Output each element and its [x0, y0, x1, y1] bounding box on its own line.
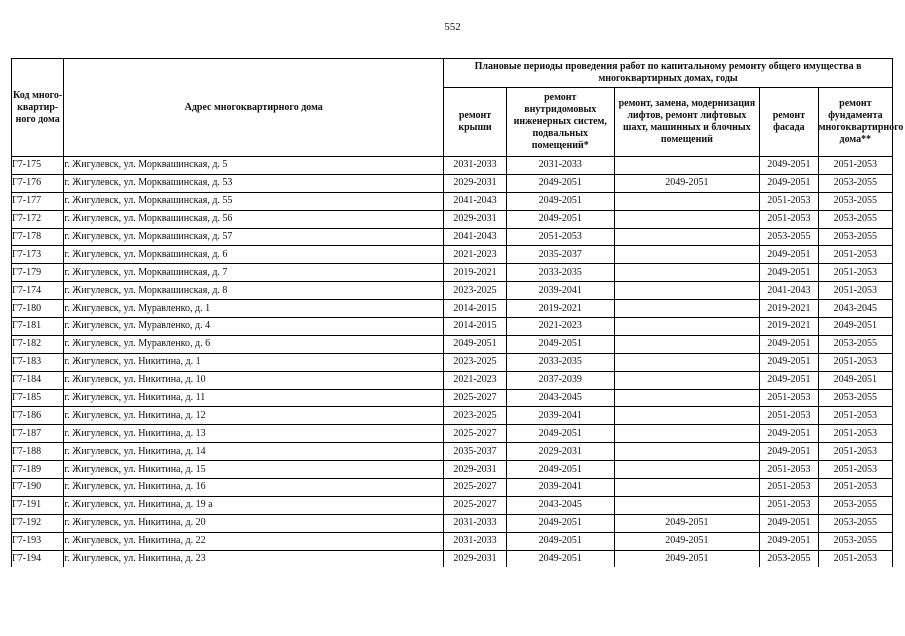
table-row: [12, 479, 893, 497]
cell-facade: 2051-2053: [760, 407, 819, 425]
header-roof: ремонт крыши: [444, 88, 507, 157]
cell-foundation: 2051-2053: [818, 246, 892, 264]
cell-code: Г7-175: [12, 157, 64, 175]
cell-address: г. Жигулевск, ул. Никитина, д. 10: [64, 371, 444, 389]
table-row: [12, 514, 893, 532]
cell-elevators: [614, 335, 759, 353]
cell-foundation: 2051-2053: [818, 353, 892, 371]
cell-elevators: 2049-2051: [614, 532, 759, 550]
cell-engineering: 2049-2051: [506, 174, 614, 192]
table-row: [12, 461, 893, 479]
cell-roof: 2049-2051: [444, 335, 507, 353]
cell-code: Г7-172: [12, 210, 64, 228]
cell-facade: 2053-2055: [760, 228, 819, 246]
cell-foundation: 2043-2045: [818, 300, 892, 318]
cell-roof: 2041-2043: [444, 192, 507, 210]
cell-elevators: [614, 300, 759, 318]
cell-roof: 2035-2037: [444, 443, 507, 461]
cell-facade: 2049-2051: [760, 353, 819, 371]
cell-foundation: 2053-2055: [818, 210, 892, 228]
table-row: [12, 496, 893, 514]
cell-address: г. Жигулевск, ул. Никитина, д. 23: [64, 550, 444, 567]
cell-address: г. Жигулевск, ул. Муравленко, д. 6: [64, 335, 444, 353]
table-row: [12, 407, 893, 425]
cell-roof: 2029-2031: [444, 461, 507, 479]
cell-engineering: 2049-2051: [506, 532, 614, 550]
cell-roof: 2023-2025: [444, 282, 507, 300]
cell-roof: 2025-2027: [444, 425, 507, 443]
table-row: [12, 318, 893, 336]
cell-address: г. Жигулевск, ул. Никитина, д. 16: [64, 479, 444, 497]
cell-elevators: 2049-2051: [614, 514, 759, 532]
cell-facade: 2049-2051: [760, 514, 819, 532]
cell-engineering: 2039-2041: [506, 282, 614, 300]
cell-address: г. Жигулевск, ул. Морквашинская, д. 53: [64, 174, 444, 192]
cell-engineering: 2049-2051: [506, 425, 614, 443]
cell-elevators: [614, 461, 759, 479]
cell-roof: 2023-2025: [444, 353, 507, 371]
header-foundation: ремонт фундамента многоквартирного дома**: [818, 88, 892, 157]
cell-engineering: 2019-2021: [506, 300, 614, 318]
cell-foundation: 2051-2053: [818, 425, 892, 443]
cell-foundation: 2049-2051: [818, 318, 892, 336]
cell-address: г. Жигулевск, ул. Морквашинская, д. 55: [64, 192, 444, 210]
cell-address: г. Жигулевск, ул. Морквашинская, д. 5: [64, 157, 444, 175]
cell-facade: 2049-2051: [760, 443, 819, 461]
table-row: [12, 371, 893, 389]
cell-foundation: 2053-2055: [818, 174, 892, 192]
header-periods-group: Плановые периоды проведения работ по капитальному ремонту общего имущества в многоквартирных домах, годы: [444, 59, 893, 88]
cell-foundation: 2051-2053: [818, 443, 892, 461]
table-row: [12, 550, 893, 567]
capital-repair-schedule-table: [11, 58, 904, 567]
cell-engineering: 2035-2037: [506, 246, 614, 264]
cell-roof: 2025-2027: [444, 389, 507, 407]
cell-address: г. Жигулевск, ул. Никитина, д. 15: [64, 461, 444, 479]
cell-elevators: [614, 157, 759, 175]
cell-roof: 2021-2023: [444, 246, 507, 264]
cell-elevators: [614, 425, 759, 443]
table-header: [12, 59, 904, 157]
cell-address: г. Жигулевск, ул. Морквашинская, д. 56: [64, 210, 444, 228]
cell-code: Г7-186: [12, 407, 64, 425]
table-row: [12, 246, 893, 264]
cell-elevators: [614, 389, 759, 407]
cell-facade: 2049-2051: [760, 371, 819, 389]
cell-engineering: 2039-2041: [506, 479, 614, 497]
cell-elevators: 2049-2051: [614, 550, 759, 567]
cell-foundation: 2051-2053: [818, 461, 892, 479]
cell-engineering: 2037-2039: [506, 371, 614, 389]
cell-address: г. Жигулевск, ул. Никитина, д. 20: [64, 514, 444, 532]
cell-facade: 2051-2053: [760, 461, 819, 479]
cell-address: г. Жигулевск, ул. Никитина, д. 13: [64, 425, 444, 443]
cell-foundation: 2053-2055: [818, 228, 892, 246]
cell-code: Г7-190: [12, 479, 64, 497]
page-number: 552: [444, 21, 461, 33]
cell-address: г. Жигулевск, ул. Морквашинская, д. 57: [64, 228, 444, 246]
cell-roof: 2025-2027: [444, 479, 507, 497]
cell-code: Г7-193: [12, 532, 64, 550]
table-row: [12, 335, 893, 353]
cell-foundation: 2049-2051: [818, 371, 892, 389]
cell-code: Г7-191: [12, 496, 64, 514]
cell-roof: 2029-2031: [444, 174, 507, 192]
cell-code: Г7-178: [12, 228, 64, 246]
cell-code: Г7-184: [12, 371, 64, 389]
cell-engineering: 2031-2033: [506, 157, 614, 175]
cell-engineering: 2043-2045: [506, 389, 614, 407]
cell-elevators: [614, 353, 759, 371]
cell-roof: 2014-2015: [444, 318, 507, 336]
cell-facade: 2049-2051: [760, 425, 819, 443]
cell-roof: 2041-2043: [444, 228, 507, 246]
cell-foundation: 2053-2055: [818, 532, 892, 550]
table-row: [12, 264, 893, 282]
table-row: [12, 353, 893, 371]
cell-engineering: 2049-2051: [506, 210, 614, 228]
cell-code: Г7-194: [12, 550, 64, 567]
cell-elevators: [614, 210, 759, 228]
cell-facade: 2049-2051: [760, 335, 819, 353]
table-row: [12, 443, 893, 461]
table-row: [12, 174, 893, 192]
cell-code: Г7-188: [12, 443, 64, 461]
cell-code: Г7-174: [12, 282, 64, 300]
cell-engineering: 2039-2041: [506, 407, 614, 425]
cell-foundation: 2051-2053: [818, 550, 892, 567]
cell-foundation: 2053-2055: [818, 496, 892, 514]
cell-code: Г7-179: [12, 264, 64, 282]
cell-elevators: [614, 443, 759, 461]
cell-roof: 2019-2021: [444, 264, 507, 282]
cell-foundation: 2053-2055: [818, 514, 892, 532]
cell-code: Г7-189: [12, 461, 64, 479]
cell-foundation: 2051-2053: [818, 157, 892, 175]
cell-foundation: 2051-2053: [818, 479, 892, 497]
cell-engineering: 2049-2051: [506, 550, 614, 567]
table-body: [12, 157, 893, 568]
cell-engineering: 2029-2031: [506, 443, 614, 461]
cell-engineering: 2049-2051: [506, 461, 614, 479]
cell-facade: 2049-2051: [760, 532, 819, 550]
header-address: Адрес многоквартирного дома: [64, 59, 444, 157]
cell-roof: 2029-2031: [444, 210, 507, 228]
cell-roof: 2031-2033: [444, 514, 507, 532]
cell-foundation: 2051-2053: [818, 407, 892, 425]
header-elevators: ремонт, замена, модернизация лифтов, ремонт лифтовых шахт, машинных и блочных помещений: [614, 88, 759, 157]
cell-facade: 2049-2051: [760, 246, 819, 264]
cell-elevators: [614, 246, 759, 264]
cell-elevators: [614, 407, 759, 425]
cell-code: Г7-187: [12, 425, 64, 443]
cell-facade: 2051-2053: [760, 479, 819, 497]
cell-facade: 2049-2051: [760, 157, 819, 175]
cell-elevators: [614, 371, 759, 389]
cell-code: Г7-185: [12, 389, 64, 407]
table-row: [12, 425, 893, 443]
cell-elevators: [614, 264, 759, 282]
cell-address: г. Жигулевск, ул. Никитина, д. 12: [64, 407, 444, 425]
cell-elevators: [614, 282, 759, 300]
cell-facade: 2051-2053: [760, 389, 819, 407]
cell-facade: 2053-2055: [760, 550, 819, 567]
cell-address: г. Жигулевск, ул. Никитина, д. 19 а: [64, 496, 444, 514]
cell-roof: 2021-2023: [444, 371, 507, 389]
cell-elevators: 2049-2051: [614, 174, 759, 192]
cell-address: г. Жигулевск, ул. Никитина, д. 1: [64, 353, 444, 371]
cell-elevators: [614, 192, 759, 210]
cell-code: Г7-192: [12, 514, 64, 532]
table-row: [12, 192, 893, 210]
cell-engineering: 2049-2051: [506, 335, 614, 353]
header-facade: ремонт фасада: [760, 88, 819, 157]
cell-roof: 2023-2025: [444, 407, 507, 425]
cell-code: Г7-173: [12, 246, 64, 264]
cell-engineering: 2033-2035: [506, 264, 614, 282]
table-row: [12, 228, 893, 246]
cell-foundation: 2051-2053: [818, 264, 892, 282]
cell-facade: 2051-2053: [760, 192, 819, 210]
cell-code: Г7-177: [12, 192, 64, 210]
cell-code: Г7-183: [12, 353, 64, 371]
table-row: [12, 282, 893, 300]
cell-address: г. Жигулевск, ул. Никитина, д. 14: [64, 443, 444, 461]
cell-facade: 2041-2043: [760, 282, 819, 300]
header-engineering: ремонт внутридомовых инженерных систем, подвальных помещений*: [506, 88, 614, 157]
table-row: [12, 157, 893, 175]
table-row: [12, 532, 893, 550]
cell-code: Г7-180: [12, 300, 64, 318]
cell-engineering: 2021-2023: [506, 318, 614, 336]
cell-elevators: [614, 228, 759, 246]
cell-facade: 2051-2053: [760, 210, 819, 228]
cell-address: г. Жигулевск, ул. Морквашинская, д. 7: [64, 264, 444, 282]
cell-foundation: 2053-2055: [818, 389, 892, 407]
cell-address: г. Жигулевск, ул. Морквашинская, д. 8: [64, 282, 444, 300]
header-code: Код много-квартир-ного дома: [12, 59, 64, 157]
cell-engineering: 2049-2051: [506, 514, 614, 532]
cell-elevators: [614, 479, 759, 497]
cell-foundation: 2053-2055: [818, 192, 892, 210]
cell-address: г. Жигулевск, ул. Никитина, д. 11: [64, 389, 444, 407]
cell-foundation: 2053-2055: [818, 335, 892, 353]
cell-roof: 2014-2015: [444, 300, 507, 318]
cell-roof: 2031-2033: [444, 157, 507, 175]
cell-code: Г7-182: [12, 335, 64, 353]
table-row: [12, 389, 893, 407]
cell-roof: 2029-2031: [444, 550, 507, 567]
cell-code: Г7-176: [12, 174, 64, 192]
cell-facade: 2019-2021: [760, 318, 819, 336]
cell-address: г. Жигулевск, ул. Морквашинская, д. 6: [64, 246, 444, 264]
cell-engineering: 2051-2053: [506, 228, 614, 246]
cell-engineering: 2043-2045: [506, 496, 614, 514]
table-row: [12, 300, 893, 318]
cell-facade: 2049-2051: [760, 174, 819, 192]
cell-roof: 2025-2027: [444, 496, 507, 514]
cell-engineering: 2049-2051: [506, 192, 614, 210]
cell-address: г. Жигулевск, ул. Никитина, д. 22: [64, 532, 444, 550]
cell-facade: 2019-2021: [760, 300, 819, 318]
cell-elevators: [614, 318, 759, 336]
cell-code: Г7-181: [12, 318, 64, 336]
cell-engineering: 2033-2035: [506, 353, 614, 371]
cell-address: г. Жигулевск, ул. Муравленко, д. 1: [64, 300, 444, 318]
cell-foundation: 2051-2053: [818, 282, 892, 300]
cell-facade: 2049-2051: [760, 264, 819, 282]
cell-roof: 2031-2033: [444, 532, 507, 550]
cell-address: г. Жигулевск, ул. Муравленко, д. 4: [64, 318, 444, 336]
cell-facade: 2051-2053: [760, 496, 819, 514]
table-row: [12, 210, 893, 228]
cell-elevators: [614, 496, 759, 514]
